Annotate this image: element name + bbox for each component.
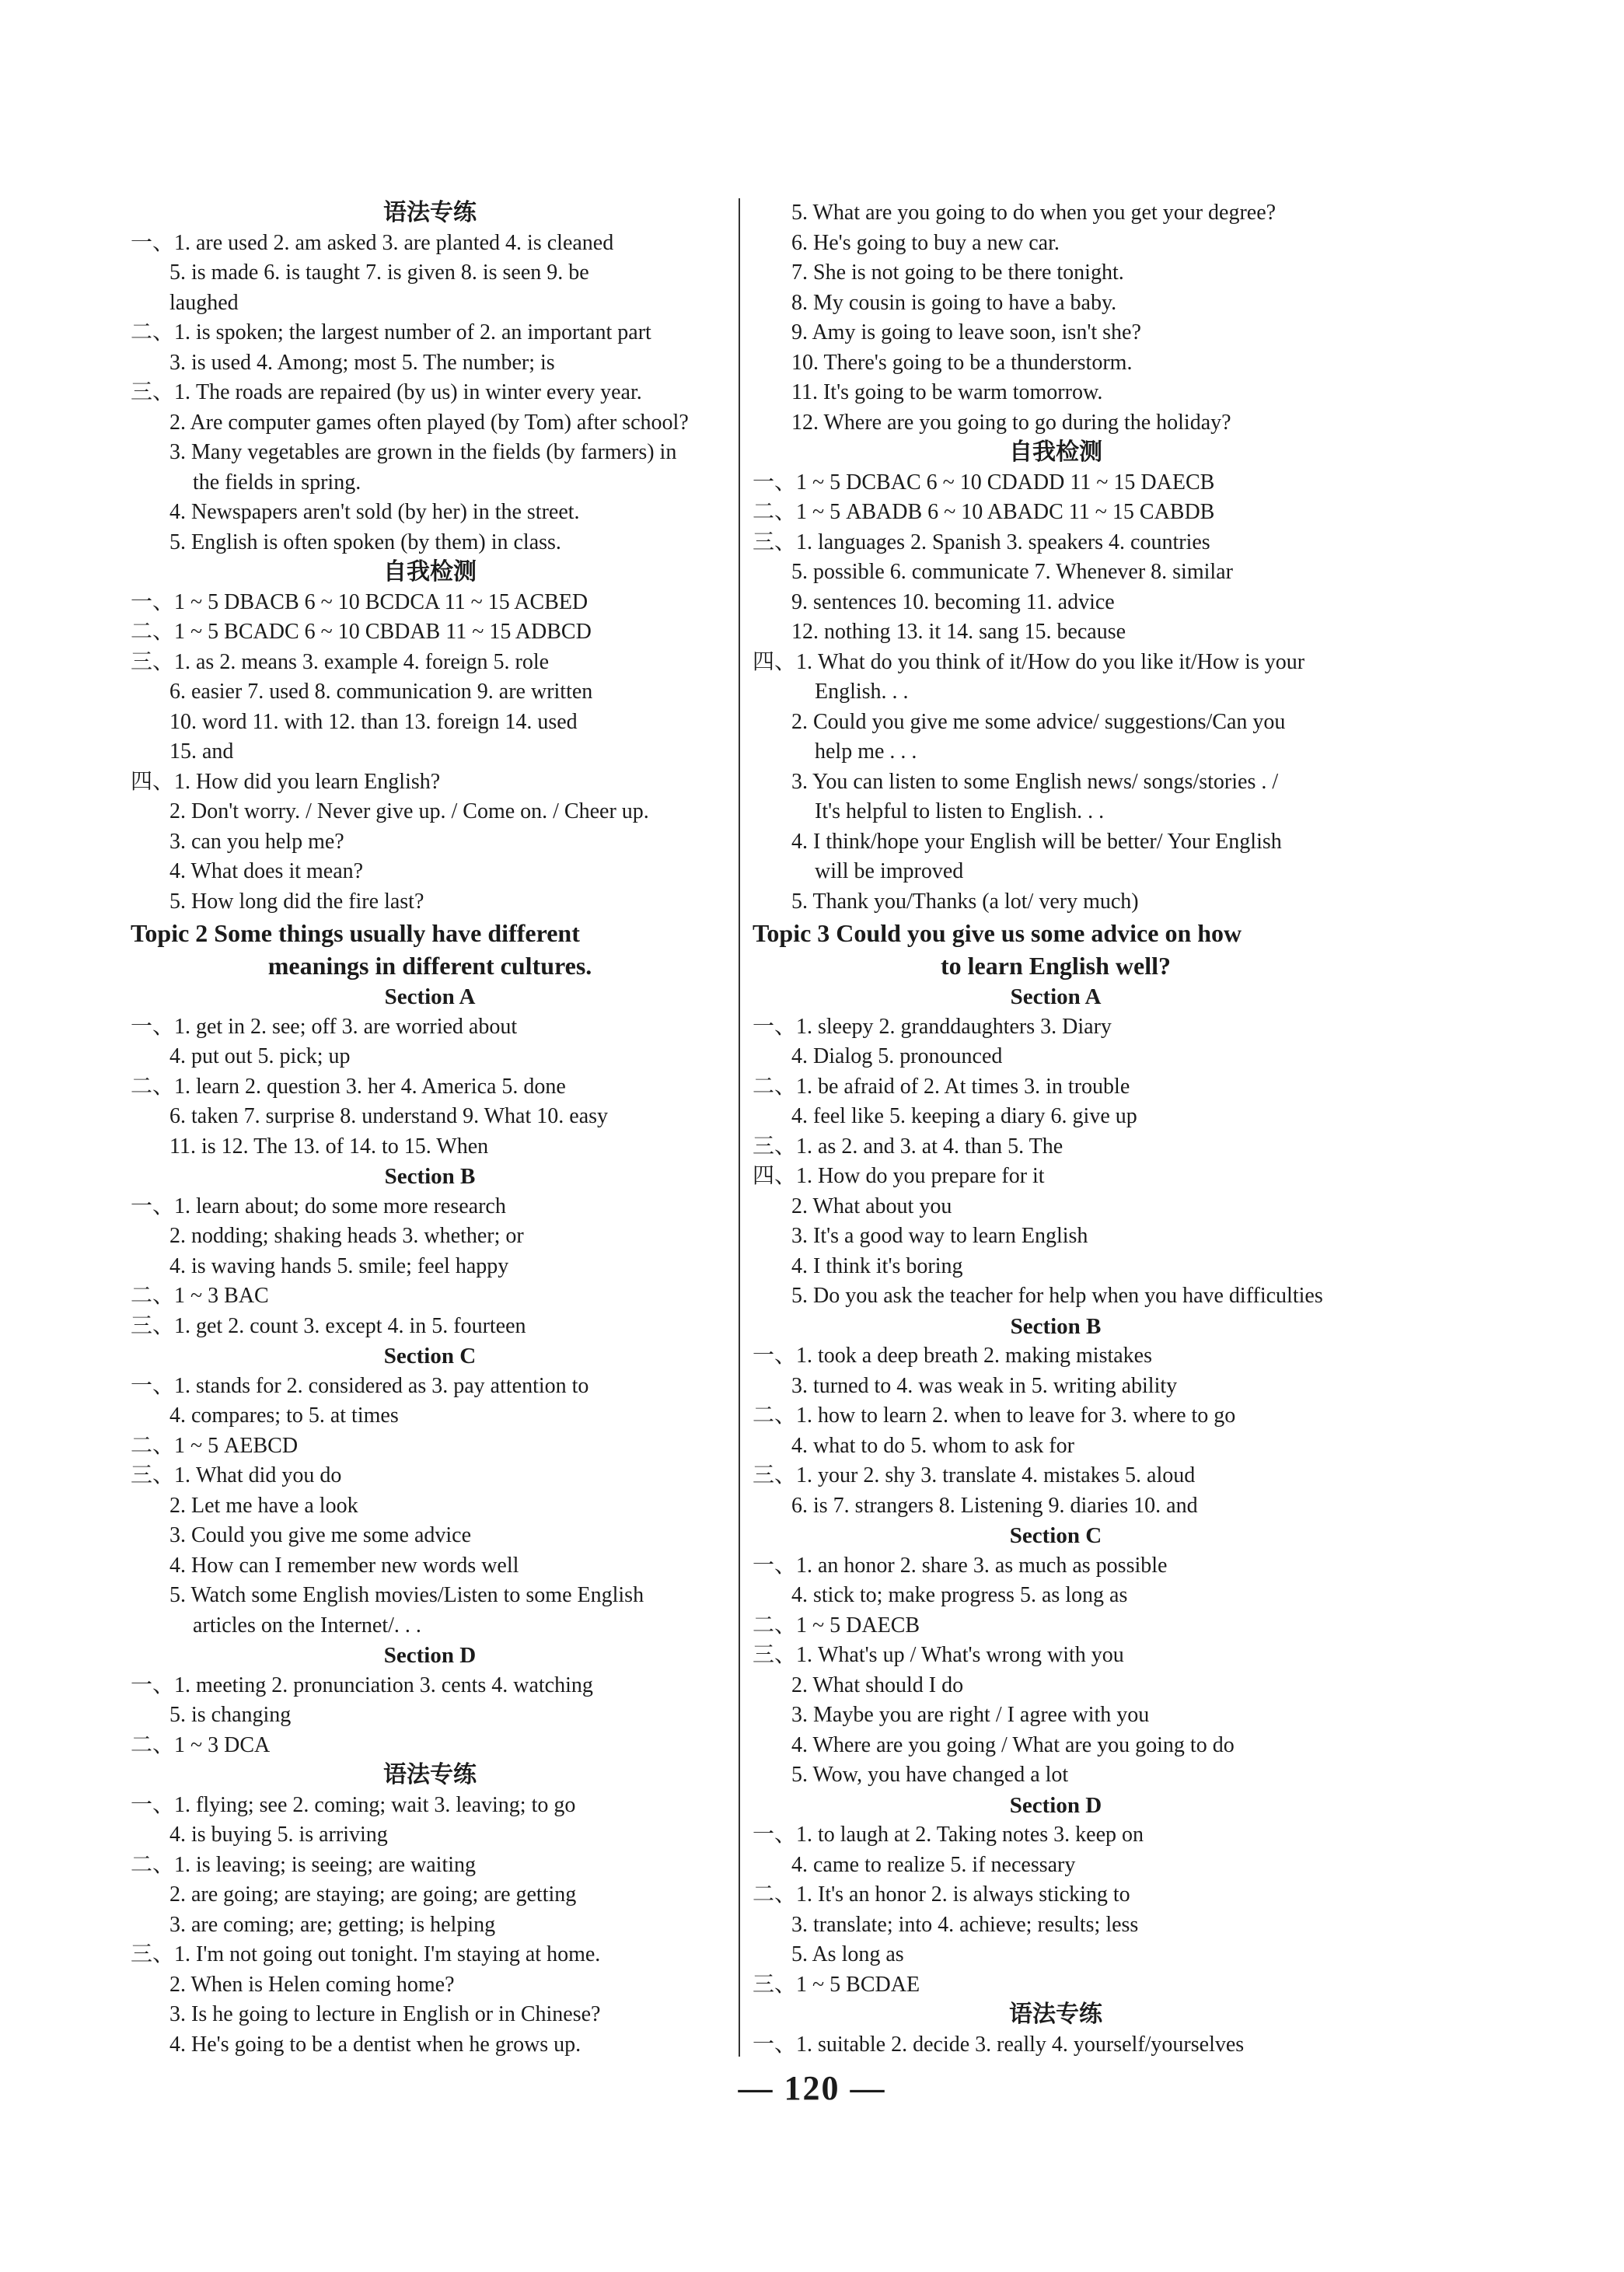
answer-line: 2. What about you [791, 1194, 952, 1218]
answer-line: articles on the Internet/. . . [193, 1613, 421, 1638]
answer-line: 三、1. What did you do [131, 1463, 342, 1487]
answer-line: 三、1 ~ 5 BCDAE [753, 1972, 920, 1997]
answer-line: 2. Are computer games often played (by Tom) after school? [169, 410, 689, 435]
answer-line: 6. is 7. strangers 8. Listening 9. diaries 10. and [791, 1493, 1198, 1518]
answer-line: 4. What does it mean? [169, 859, 364, 883]
answer-line: 一、1 ~ 5 DCBAC 6 ~ 10 CDADD 11 ~ 15 DAECB [753, 470, 1215, 495]
answer-line: 4. compares; to 5. at times [169, 1403, 399, 1428]
answer-line: the fields in spring. [193, 470, 361, 495]
section-title: Section D [1009, 1792, 1102, 1818]
answer-line: 4. is waving hands 5. smile; feel happy [169, 1253, 509, 1278]
answer-line: laughed [169, 290, 239, 315]
answer-line: 4. stick to; make progress 5. as long as [791, 1583, 1128, 1607]
answer-line: 4. is buying 5. is arriving [169, 1823, 388, 1847]
section-heading: 自我检测 [1009, 439, 1102, 466]
answer-line: 4. Dialog 5. pronounced [791, 1044, 1003, 1068]
answer-line: 一、1. to laugh at 2. Taking notes 3. keep on [753, 1823, 1144, 1847]
answer-line: 四、1. How did you learn English? [131, 769, 441, 794]
answer-line: 3. translate; into 4. achieve; results; less [791, 1912, 1139, 1937]
topic-title: Topic 2 Some things usually have different [131, 919, 580, 947]
answer-line: 11. is 12. The 13. of 14. to 15. When [169, 1134, 489, 1159]
answer-line: 2. What should I do [791, 1673, 964, 1697]
answer-line: 二、1. It's an honor 2. is always sticking to [753, 1882, 1130, 1907]
answer-line: 二、1. learn 2. question 3. her 4. America 5. done [131, 1074, 566, 1099]
column-divider [739, 198, 740, 2057]
section-title: Section D [383, 1643, 477, 1668]
answer-line: English. . . [815, 680, 909, 704]
answer-line: 三、1. as 2. means 3. example 4. foreign 5. role [131, 649, 550, 674]
answer-line: 2. Don't worry. / Never give up. / Come on. / Cheer up. [169, 799, 649, 823]
answer-line: 3. Could you give me some advice [169, 1523, 472, 1547]
answer-line: 5. What are you going to do when you get your degree? [791, 201, 1276, 225]
answer-line: 11. It's going to be warm tomorrow. [791, 380, 1103, 404]
answer-line: 4. Where are you going / What are you going to do [791, 1732, 1235, 1757]
answer-line: help me . . . [815, 739, 917, 764]
answer-line: 4. what to do 5. whom to ask for [791, 1433, 1074, 1458]
answer-line: 3. Many vegetables are grown in the fields (by farmers) in [169, 440, 677, 464]
answer-line: 二、1. how to learn 2. when to leave for 3. where to go [753, 1403, 1236, 1428]
answer-line: 一、1. are used 2. am asked 3. are planted 4. is cleaned [131, 230, 614, 255]
answer-line: 6. taken 7. surprise 8. understand 9. What 10. easy [169, 1104, 609, 1128]
left-column [131, 198, 729, 2060]
answer-line: 2. nodding; shaking heads 3. whether; or [169, 1224, 524, 1248]
answer-line: 3. turned to 4. was weak in 5. writing ability [791, 1373, 1178, 1398]
answer-line: 三、1. The roads are repaired (by us) in winter every year. [131, 380, 642, 404]
section-heading: 语法专练 [383, 1761, 477, 1788]
answer-line: 二、1 ~ 5 AEBCD [131, 1433, 299, 1458]
answer-line: 四、1. What do you think of it/How do you like it/How is your [753, 649, 1305, 674]
answer-line: 4. Newspapers aren't sold (by her) in the street. [169, 500, 580, 524]
section-title: Section A [1010, 984, 1102, 1009]
answer-line: 4. came to realize 5. if necessary [791, 1852, 1076, 1877]
answer-line: will be improved [815, 859, 964, 883]
answer-line: 2. When is Helen coming home? [169, 1972, 455, 1997]
answer-line: 四、1. How do you prepare for it [753, 1164, 1045, 1188]
answer-line: 3. Maybe you are right / I agree with you [791, 1703, 1150, 1727]
answer-line: 3. Is he going to lecture in English or in Chinese? [169, 2002, 601, 2026]
answer-line: 5. possible 6. communicate 7. Whenever 8. similar [791, 560, 1233, 584]
answer-line: 4. put out 5. pick; up [169, 1044, 351, 1068]
answer-line: 9. Amy is going to leave soon, isn't she? [791, 320, 1141, 344]
answer-line: 一、1. get in 2. see; off 3. are worried about [131, 1014, 518, 1039]
answer-line: 5. English is often spoken (by them) in class. [169, 530, 561, 554]
answer-line: 5. is changing [169, 1703, 292, 1727]
answer-line: 5. How long did the fire last? [169, 889, 424, 914]
answer-line: 3. can you help me? [169, 829, 344, 854]
section-title: Section B [1010, 1313, 1102, 1339]
answer-line: 5. Thank you/Thanks (a lot/ very much) [791, 889, 1139, 914]
answer-line: 二、1. is leaving; is seeing; are waiting [131, 1852, 477, 1877]
answer-line: 一、1. took a deep breath 2. making mistakes [753, 1344, 1152, 1368]
answer-line: 2. are going; are staying; are going; are getting [169, 1882, 577, 1907]
answer-line: 三、1. What's up / What's wrong with you [753, 1643, 1124, 1667]
topic-title: meanings in different cultures. [267, 952, 592, 980]
answer-line: 一、1 ~ 5 DBACB 6 ~ 10 BCDCA 11 ~ 15 ACBED [131, 589, 588, 614]
answer-line: 12. nothing 13. it 14. sang 15. because [791, 620, 1126, 644]
page-number: — 120 — [738, 2069, 886, 2107]
right-column [753, 198, 1359, 2060]
answer-line: 3. is used 4. Among; most 5. The number; is [169, 350, 555, 375]
answer-line: 二、1. be afraid of 2. At times 3. in trouble [753, 1074, 1130, 1099]
answer-line: 3. are coming; are; getting; is helping [169, 1912, 496, 1937]
section-title: Section B [384, 1164, 476, 1189]
answer-line: 4. I think/hope your English will be better/ Your English [791, 829, 1282, 854]
answer-line: 10. word 11. with 12. than 13. foreign 14. used [169, 709, 578, 734]
answer-line: 三、1. I'm not going out tonight. I'm staying at home. [131, 1942, 601, 1966]
section-heading: 自我检测 [383, 558, 477, 585]
section-title: Section C [1009, 1523, 1102, 1548]
answer-line: 二、1 ~ 3 DCA [131, 1732, 271, 1757]
answer-line: 2. Let me have a look [169, 1493, 358, 1518]
answer-line: 一、1. meeting 2. pronunciation 3. cents 4. watching [131, 1673, 593, 1697]
answer-line: 一、1. sleepy 2. granddaughters 3. Diary [753, 1014, 1112, 1039]
answer-line: 4. I think it's boring [791, 1253, 963, 1278]
answer-line: 三、1. get 2. count 3. except 4. in 5. fourteen [131, 1313, 526, 1338]
answer-line: 5. Watch some English movies/Listen to some English [169, 1583, 644, 1607]
answer-line: 6. He's going to buy a new car. [791, 230, 1060, 255]
answer-line: 5. As long as [791, 1942, 904, 1966]
answer-line: 三、1. as 2. and 3. at 4. than 5. The [753, 1134, 1063, 1159]
section-title: Section C [383, 1344, 477, 1368]
section-title: Section A [384, 984, 476, 1009]
answer-line: 7. She is not going to be there tonight. [791, 260, 1124, 285]
answer-line: 三、1. languages 2. Spanish 3. speakers 4. countries [753, 530, 1210, 554]
answer-line: 4. How can I remember new words well [169, 1553, 519, 1578]
answer-line: 二、1. is spoken; the largest number of 2. an important part [131, 320, 651, 344]
answer-line: 一、1. learn about; do some more research [131, 1194, 506, 1218]
section-heading: 语法专练 [1009, 2001, 1102, 2028]
topic-title: to learn English well? [940, 952, 1171, 980]
answer-line: 5. is made 6. is taught 7. is given 8. is seen 9. be [169, 260, 589, 285]
answer-line: 二、1 ~ 5 ABADB 6 ~ 10 ABADC 11 ~ 15 CABDB [753, 500, 1215, 524]
answer-line: 三、1. your 2. shy 3. translate 4. mistakes 5. aloud [753, 1463, 1196, 1487]
answer-line: 一、1. suitable 2. decide 3. really 4. yourself/yourselves [753, 2032, 1245, 2057]
answer-line: 二、1 ~ 5 BCADC 6 ~ 10 CBDAB 11 ~ 15 ADBCD [131, 620, 592, 644]
answer-line: 5. Wow, you have changed a lot [791, 1763, 1069, 1787]
answer-line: 二、1 ~ 5 DAECB [753, 1613, 920, 1638]
section-heading: 语法专练 [383, 199, 477, 226]
answer-line: 9. sentences 10. becoming 11. advice [791, 589, 1115, 614]
answer-line: 一、1. flying; see 2. coming; wait 3. leaving; to go [131, 1792, 576, 1817]
answer-line: 一、1. stands for 2. considered as 3. pay attention to [131, 1373, 589, 1398]
answer-line: It's helpful to listen to English. . . [815, 799, 1105, 823]
answer-line: 二、1 ~ 3 BAC [131, 1284, 269, 1308]
answer-line: 4. He's going to be a dentist when he grows up. [169, 2032, 581, 2057]
answer-line: 6. easier 7. used 8. communication 9. are written [169, 680, 593, 704]
answer-line: 3. You can listen to some English news/ songs/stories . / [791, 769, 1279, 794]
answer-line: 4. feel like 5. keeping a diary 6. give up [791, 1104, 1137, 1128]
answer-line: 15. and [169, 739, 234, 764]
answer-line: 10. There's going to be a thunderstorm. [791, 350, 1133, 375]
answer-line: 2. Could you give me some advice/ suggestions/Can you [791, 709, 1286, 734]
answer-line: 一、1. an honor 2. share 3. as much as possible [753, 1553, 1168, 1578]
answer-line: 5. Do you ask the teacher for help when you have difficulties [791, 1284, 1323, 1308]
answer-line: 3. It's a good way to learn English [791, 1224, 1088, 1248]
answer-line: 8. My cousin is going to have a baby. [791, 290, 1117, 315]
topic-title: Topic 3 Could you give us some advice on how [753, 919, 1242, 947]
answer-line: 12. Where are you going to go during the holiday? [791, 410, 1231, 435]
